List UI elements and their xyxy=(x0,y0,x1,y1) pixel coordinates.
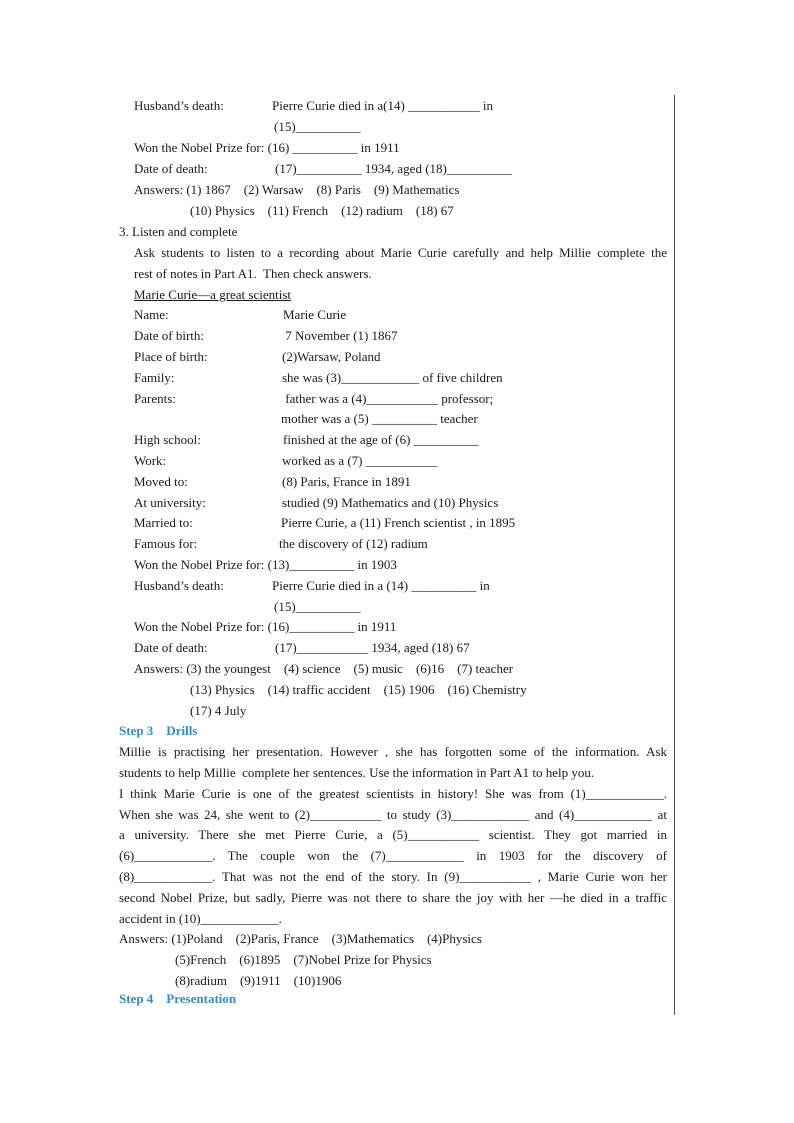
note-value: (2)Warsaw, Poland xyxy=(282,349,381,364)
answers-line: Answers: (1)Poland (2)Paris, France (3)Mathematics (4)Physics xyxy=(119,931,482,946)
drill-paragraph-line: students to help Millie complete her sentences. Use the information in Part A1 to help you. xyxy=(119,765,595,780)
note-label: High school: xyxy=(134,432,201,447)
note-value: the discovery of (12) radium xyxy=(279,536,428,551)
husband-death-value: Pierre Curie died in a(14) ___________ in xyxy=(272,98,493,113)
date-of-death-value: (17)__________ 1934, aged (18)__________ xyxy=(275,161,512,176)
note-value: (8) Paris, France in 1891 xyxy=(282,474,411,489)
note-label: Family: xyxy=(134,370,175,385)
drill-paragraph-line: Millie is practising her presentation. However , she has forgotten some of the information. Ask xyxy=(119,744,667,759)
note-label: Famous for: xyxy=(134,536,198,551)
answers-line: (8)radium (9)1911 (10)1906 xyxy=(175,973,342,988)
note-label: Moved to: xyxy=(134,474,188,489)
note-label: Work: xyxy=(134,453,167,468)
note-value: worked as a (7) ___________ xyxy=(282,453,438,468)
note-label: Name: xyxy=(134,307,169,322)
answers-line: Answers: (1) 1867 (2) Warsaw (8) Paris (9) Mathematics xyxy=(134,182,460,197)
note-value: 7 November (1) 1867 xyxy=(282,328,398,343)
nobel-prize-line: Won the Nobel Prize for: (13)__________ in 1903 xyxy=(134,557,397,572)
drill-paragraph-line: second Nobel Prize, but sadly, Pierre was not there to share the joy with her —he died in a traffic xyxy=(119,890,667,905)
drill-paragraph-line: accident in (10)____________. xyxy=(119,911,282,926)
husband-death-value-cont: (15)__________ xyxy=(274,599,361,614)
drill-paragraph-line: (8)____________. That was not the end of the story. In (9)___________ , Marie Curie won her xyxy=(119,869,667,884)
answers-line: Answers: (3) the youngest (4) science (5) music (6)16 (7) teacher xyxy=(134,661,514,676)
note-label: Place of birth: xyxy=(134,349,208,364)
drill-paragraph-line: (6)____________. The couple won the (7)____________ in 1903 for the discovery of xyxy=(119,848,667,863)
note-label: At university: xyxy=(134,495,206,510)
step-heading: Step 3 Drills xyxy=(119,723,198,738)
husband-death-value-cont: (15)__________ xyxy=(274,119,361,134)
drill-paragraph-line: a university. There she met Pierre Curie, a (5)___________ scientist. They got married in xyxy=(119,827,667,842)
note-value: she was (3)____________ of five children xyxy=(282,370,503,385)
note-label: Date of birth: xyxy=(134,328,205,343)
instruction-paragraph: rest of notes in Part A1. Then check answers. xyxy=(134,266,372,281)
notes-title: Marie Curie—a great scientist xyxy=(134,287,292,302)
husband-death-value: Pierre Curie died in a (14) __________ in xyxy=(272,578,490,593)
drill-paragraph-line: I think Marie Curie is one of the greatest scientists in history! She was from (1)____________. xyxy=(119,786,667,801)
husband-death-label: Husband’s death: xyxy=(134,98,224,113)
note-value: Marie Curie xyxy=(283,307,347,322)
section-heading: 3. Listen and complete xyxy=(119,224,238,239)
answers-line: (17) 4 July xyxy=(190,703,247,718)
note-label: Married to: xyxy=(134,515,193,530)
date-of-death-label: Date of death: xyxy=(134,161,208,176)
note-label: Parents: xyxy=(134,391,176,406)
note-value: studied (9) Mathematics and (10) Physics xyxy=(282,495,499,510)
drill-paragraph-line: When she was 24, she went to (2)___________ to study (3)____________ and (4)____________ at xyxy=(119,807,667,822)
nobel-prize-line: Won the Nobel Prize for: (16) __________ in 1911 xyxy=(134,140,400,155)
step-heading: Step 4 Presentation xyxy=(119,991,237,1006)
note-value: father was a (4)___________ professor; xyxy=(282,391,494,406)
instruction-paragraph: Ask students to listen to a recording about Marie Curie carefully and help Millie complete the xyxy=(134,245,667,260)
answers-line: (10) Physics (11) French (12) radium (18) 67 xyxy=(190,203,454,218)
note-value: mother was a (5) __________ teacher xyxy=(281,411,478,426)
note-value: Pierre Curie, a (11) French scientist , in 1895 xyxy=(281,515,516,530)
date-of-death-value: (17)___________ 1934, aged (18) 67 xyxy=(275,640,470,655)
date-of-death-label: Date of death: xyxy=(134,640,208,655)
table-border-line xyxy=(674,95,675,1015)
note-value: finished at the age of (6) __________ xyxy=(283,432,479,447)
husband-death-label: Husband’s death: xyxy=(134,578,224,593)
answers-line: (13) Physics (14) traffic accident (15) 1906 (16) Chemistry xyxy=(190,682,527,697)
answers-line: (5)French (6)1895 (7)Nobel Prize for Physics xyxy=(175,952,432,967)
nobel-prize-line: Won the Nobel Prize for: (16)__________ in 1911 xyxy=(134,619,397,634)
